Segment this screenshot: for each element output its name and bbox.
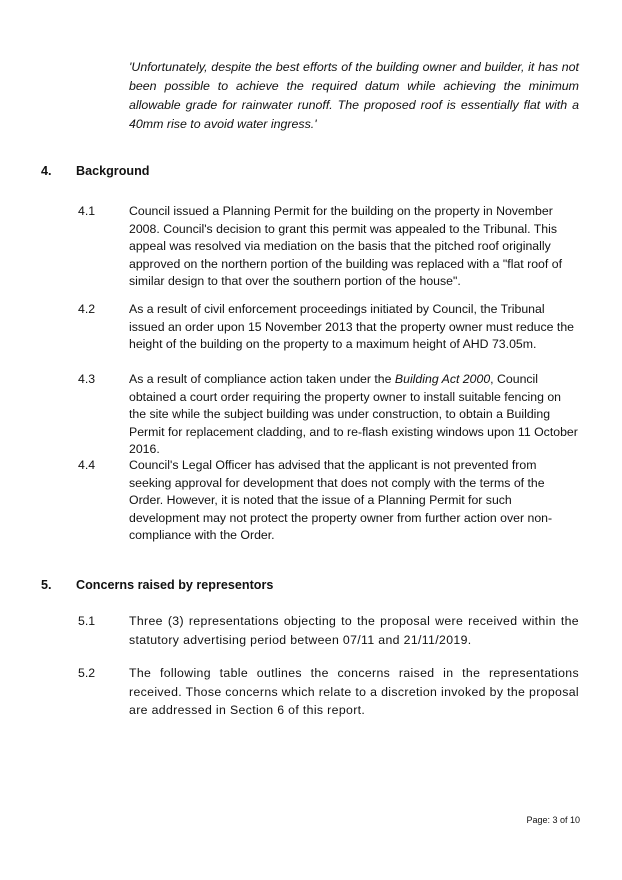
text-segment: As a result of compliance action taken under the — [129, 372, 395, 386]
paragraph-number: 5.2 — [78, 666, 96, 680]
paragraph-5-1 — [78, 612, 579, 649]
paragraph-number: 4.1 — [78, 204, 96, 218]
paragraph-number: 5.1 — [78, 614, 96, 628]
paragraph-4-2 — [78, 301, 579, 354]
section-4-heading — [41, 164, 149, 178]
page-number: Page: 3 of 10 — [526, 815, 580, 825]
paragraph-number: 4.3 — [78, 372, 96, 386]
paragraph-number: 4.4 — [78, 458, 96, 472]
paragraph-text — [129, 371, 579, 459]
text-segment: , Council obtained a court order requiring the property owner to install suitable fencing on the site while the subject building was under construction, to obtain a Building Permit for replacement cladding, and to re-flash existing windows upon 11 October 2016. — [129, 372, 578, 456]
paragraph-4-3 — [78, 371, 579, 459]
section-number: 4. — [41, 164, 52, 178]
paragraph-text: Council's Legal Officer has advised that the applicant is not prevented from seeking approval for development that does not comply with the terms of the Order. However, it is noted that the issue of a Planning Permit for such development may not protect the property owner from further action over non-compliance with the Order. — [129, 458, 553, 542]
paragraph-text: As a result of civil enforcement proceedings initiated by Council, the Tribunal issued an order upon 15 November 2013 that the property owner must reduce the height of the building on the property to a maximum height of AHD 73.05m. — [129, 302, 575, 351]
section-title: Concerns raised by representors — [76, 578, 274, 592]
act-title: Building Act 2000 — [394, 372, 491, 386]
paragraph-text: Council issued a Planning Permit for the building on the property in November 2008. Council's decision to grant this permit was appealed to the Tribunal. This appeal was resolved via mediation on the basis that the pitched roof originally approved on the northern portion of the building was replaced with a "flat roof of similar design to that over the southern portion of the house". — [129, 204, 562, 288]
paragraph-text: Three (3) representations objecting to the proposal were received within the statutory advertising period between 07/11 and 21/11/2019. — [129, 614, 579, 647]
block-quote: 'Unfortunately, despite the best efforts of the building owner and builder, it has not been possible to achieve the required datum while achieving the minimum allowable grade for rainwater runoff. The proposed roof is essentially flat with a 40mm rise to avoid water ingress.' — [129, 60, 579, 131]
paragraph-4-1 — [78, 203, 579, 291]
section-number: 5. — [41, 578, 52, 592]
paragraph-4-4 — [78, 457, 579, 545]
paragraph-number: 4.2 — [78, 302, 96, 316]
section-5-heading — [41, 578, 273, 592]
paragraph-5-2 — [78, 664, 579, 720]
paragraph-text: The following table outlines the concerns raised in the representations received. Those concerns which relate to a discretion invoked by the proposal are addressed in Section 6 of this report. — [129, 666, 579, 717]
section-title: Background — [76, 164, 150, 178]
